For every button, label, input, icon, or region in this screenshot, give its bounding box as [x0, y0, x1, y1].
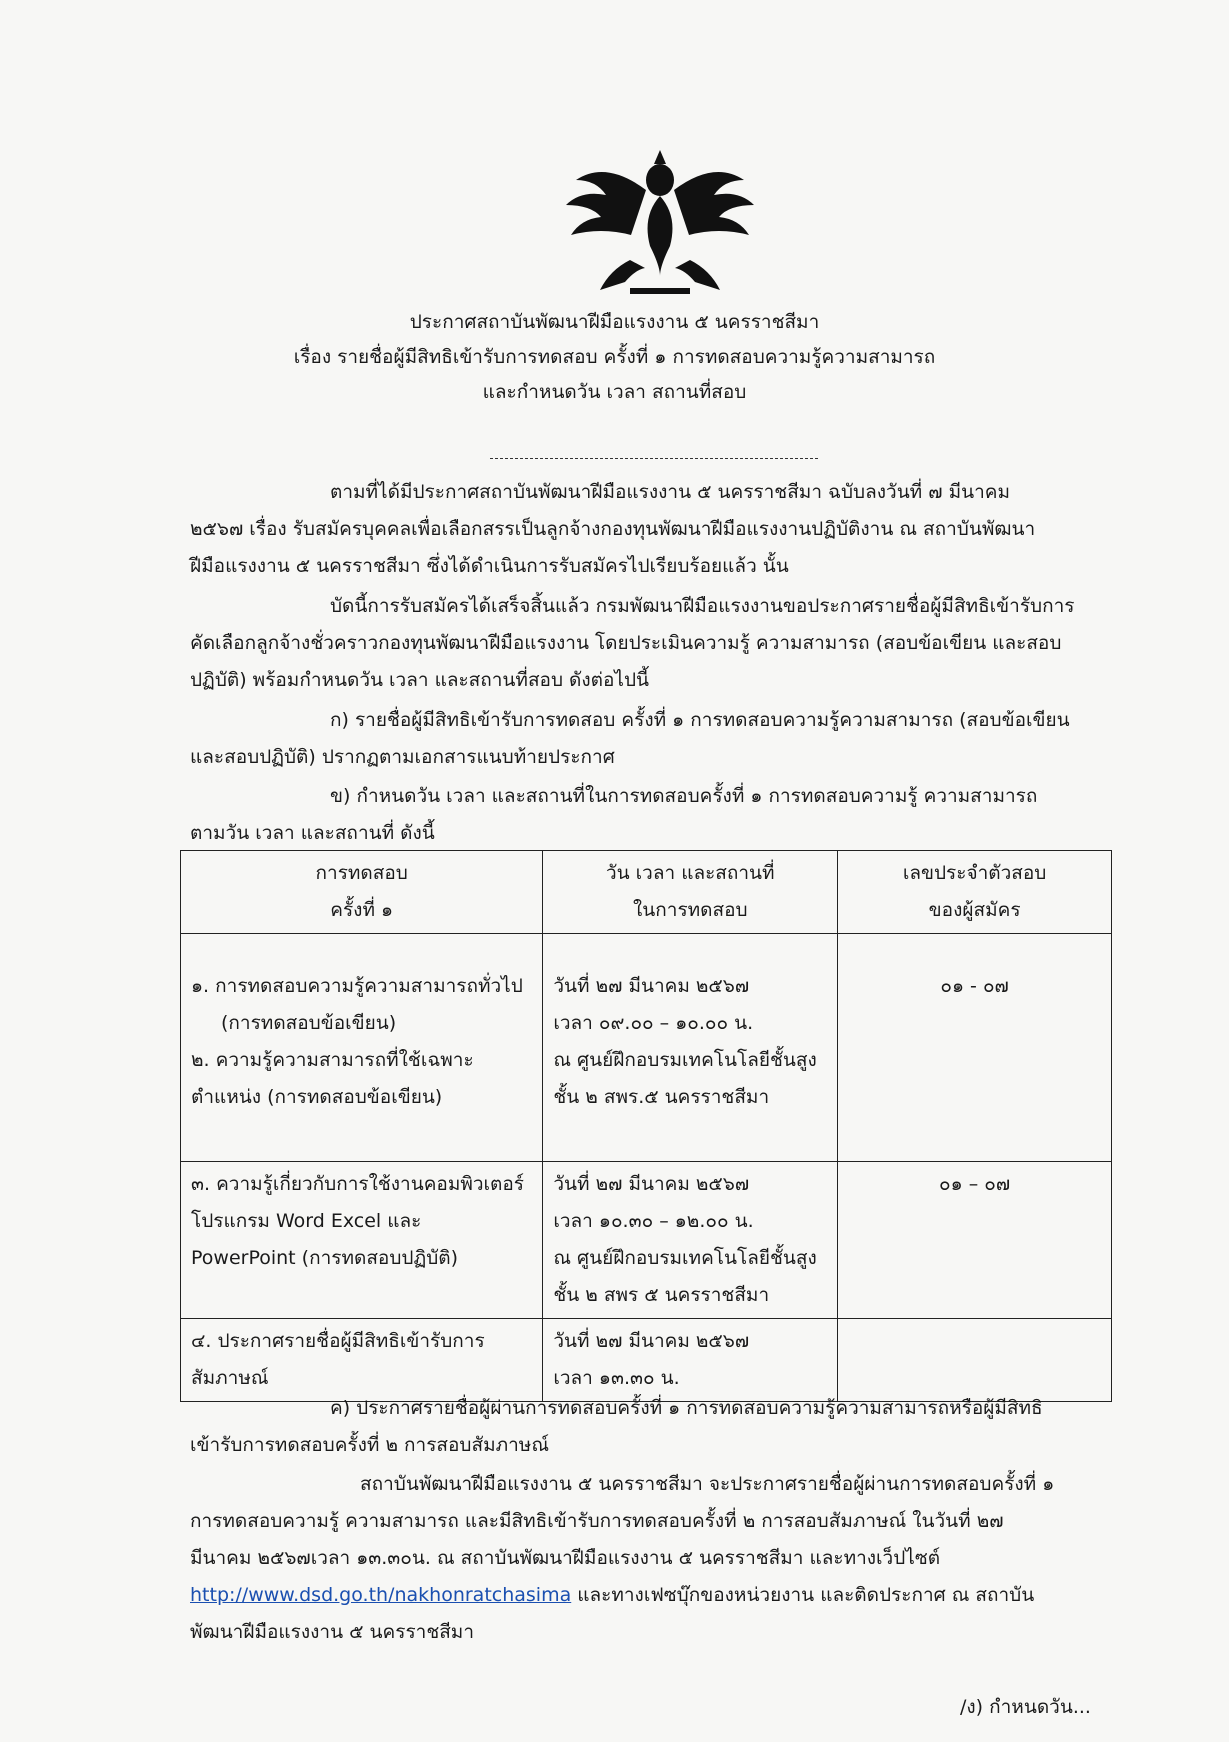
announcement-subject-cont: และกำหนดวัน เวลา สถานที่สอบ — [482, 381, 747, 403]
item-b: ข) กำหนดวัน เวลา และสถานที่ในการทดสอบครั้งที่ ๑ การทดสอบความรู้ ความสามารถ ตามวัน เวลา และสถานที่ ดังนี้ — [190, 785, 1038, 844]
row2-exam-id: ๐๑ – ๐๗ — [838, 1162, 1112, 1319]
row1-exam: ๑. การทดสอบความรู้ความสามารถทั่วไป (การทดสอบข้อเขียน) ๒. ความรู้ความสามารถที่ใช้เฉพาะ ตำแหน่ง (การทดสอบข้อเขียน) — [181, 934, 543, 1162]
divider — [490, 458, 818, 459]
intro-paragraph: ตามที่ได้มีประกาศสถาบันพัฒนาฝีมือแรงงาน ๕ นครราชสีมา ฉบับลงวันที่ ๗ มีนาคม ๒๕๖๗ เรื่อง รับสมัครบุคคลเพื่อเลือกสรรเป็นลูกจ้างกองทุนพัฒนาฝีมือแรงงานปฏิบัติงาน ณ สถาบันพัฒนา ฝีมือแรงงาน ๕ นครราชสีมา ซึ่งได้ดำเนินการรับสมัครไปเรียบร้อยแล้ว นั้น — [190, 481, 1036, 577]
header-datetime: วัน เวลา และสถานที่ ในการทดสอบ — [543, 851, 838, 934]
announcement-title: ประกาศสถาบันพัฒนาฝีมือแรงงาน ๕ นครราชสีมา — [409, 311, 820, 333]
table-row — [181, 1162, 1112, 1319]
item-a: ก) รายชื่อผู้มีสิทธิเข้ารับการทดสอบ ครั้งที่ ๑ การทดสอบความรู้ความสามารถ (สอบข้อเขียน และสอบปฏิบัติ) ปรากฏตามเอกสารแนบท้ายประกาศ — [190, 709, 1070, 768]
header-exam-id: เลขประจำตัวสอบ ของผู้สมัคร — [838, 851, 1112, 934]
row3-exam: ๔. ประกาศรายชื่อผู้มีสิทธิเข้ารับการ สัมภาษณ์ — [181, 1319, 543, 1402]
table-row — [181, 934, 1112, 1162]
dsd-website-link[interactable]: http://www.dsd.go.th/nakhonratchasima — [190, 1584, 572, 1606]
garuda-emblem-icon — [560, 140, 760, 300]
status-paragraph: บัดนี้การรับสมัครได้เสร็จสิ้นแล้ว กรมพัฒนาฝีมือแรงงานขอประกาศรายชื่อผู้มีสิทธิเข้ารับการ คัดเลือกลูกจ้างชั่วคราวกองทุนพัฒนาฝีมือแรงงาน โดยประเมินความรู้ ความสามารถ (สอบข้อเขียน และสอบ ปฏิบัติ) พร้อมกำหนดวัน เวลา และสถานที่สอบ ดังต่อไปนี้ — [190, 595, 1075, 691]
announcement-subject: เรื่อง รายชื่อผู้มีสิทธิเข้ารับการทดสอบ ครั้งที่ ๑ การทดสอบความรู้ความสามารถ — [293, 346, 936, 368]
exam-schedule-table — [180, 850, 1112, 1402]
row2-datetime: วันที่ ๒๗ มีนาคม ๒๕๖๗ เวลา ๑๐.๓๐ – ๑๒.๐๐ น. ณ ศูนย์ฝึกอบรมเทคโนโลยีชั้นสูง ชั้น ๒ สพร ๕ นครราชสีมา — [543, 1162, 838, 1319]
row3-datetime: วันที่ ๒๗ มีนาคม ๒๕๖๗ เวลา ๑๓.๓๐ น. — [543, 1319, 838, 1402]
table-header-row — [181, 851, 1112, 934]
results-paragraph: สถาบันพัฒนาฝีมือแรงงาน ๕ นครราชสีมา จะประกาศรายชื่อผู้ผ่านการทดสอบครั้งที่ ๑ การทดสอบความรู้ ความสามารถ และมีสิทธิเข้ารับการทดสอบครั้งที่ ๒ การสอบสัมภาษณ์ ในวันที่ ๒๗ มีนาคม ๒๕๖๗เวลา ๑๓.๓๐น. ณ สถาบันพัฒนาฝีมือแรงงาน ๕ นครราชสีมา และทางเว็ปไซต์ http://www.dsd.go.th/nakhonratchasima และทางเฟซบุ๊กของหน่วยงาน และติดประกาศ ณ สถาบัน พัฒนาฝีมือแรงงาน ๕ นครราชสีมา — [190, 1473, 1055, 1643]
header-exam: การทดสอบ ครั้งที่ ๑ — [181, 851, 543, 934]
continued-marker: /ง) กำหนดวัน... — [960, 1696, 1091, 1718]
row1-datetime: วันที่ ๒๗ มีนาคม ๒๕๖๗ เวลา ๐๙.๐๐ – ๑๐.๐๐ น. ณ ศูนย์ฝึกอบรมเทคโนโลยีชั้นสูง ชั้น ๒ สพร.๕ นครราชสีมา — [543, 934, 838, 1162]
row2-exam: ๓. ความรู้เกี่ยวกับการใช้งานคอมพิวเตอร์ โปรแกรม Word Excel และ PowerPoint (การทดสอบปฏิบัติ) — [181, 1162, 543, 1319]
row1-exam-id: ๐๑ - ๐๗ — [838, 934, 1112, 1162]
item-c: ค) ประกาศรายชื่อผู้ผ่านการทดสอบครั้งที่ ๑ การทดสอบความรู้ความสามารถหรือผู้มีสิทธิ เข้ารับการทดสอบครั้งที่ ๒ การสอบสัมภาษณ์ — [190, 1397, 1043, 1456]
